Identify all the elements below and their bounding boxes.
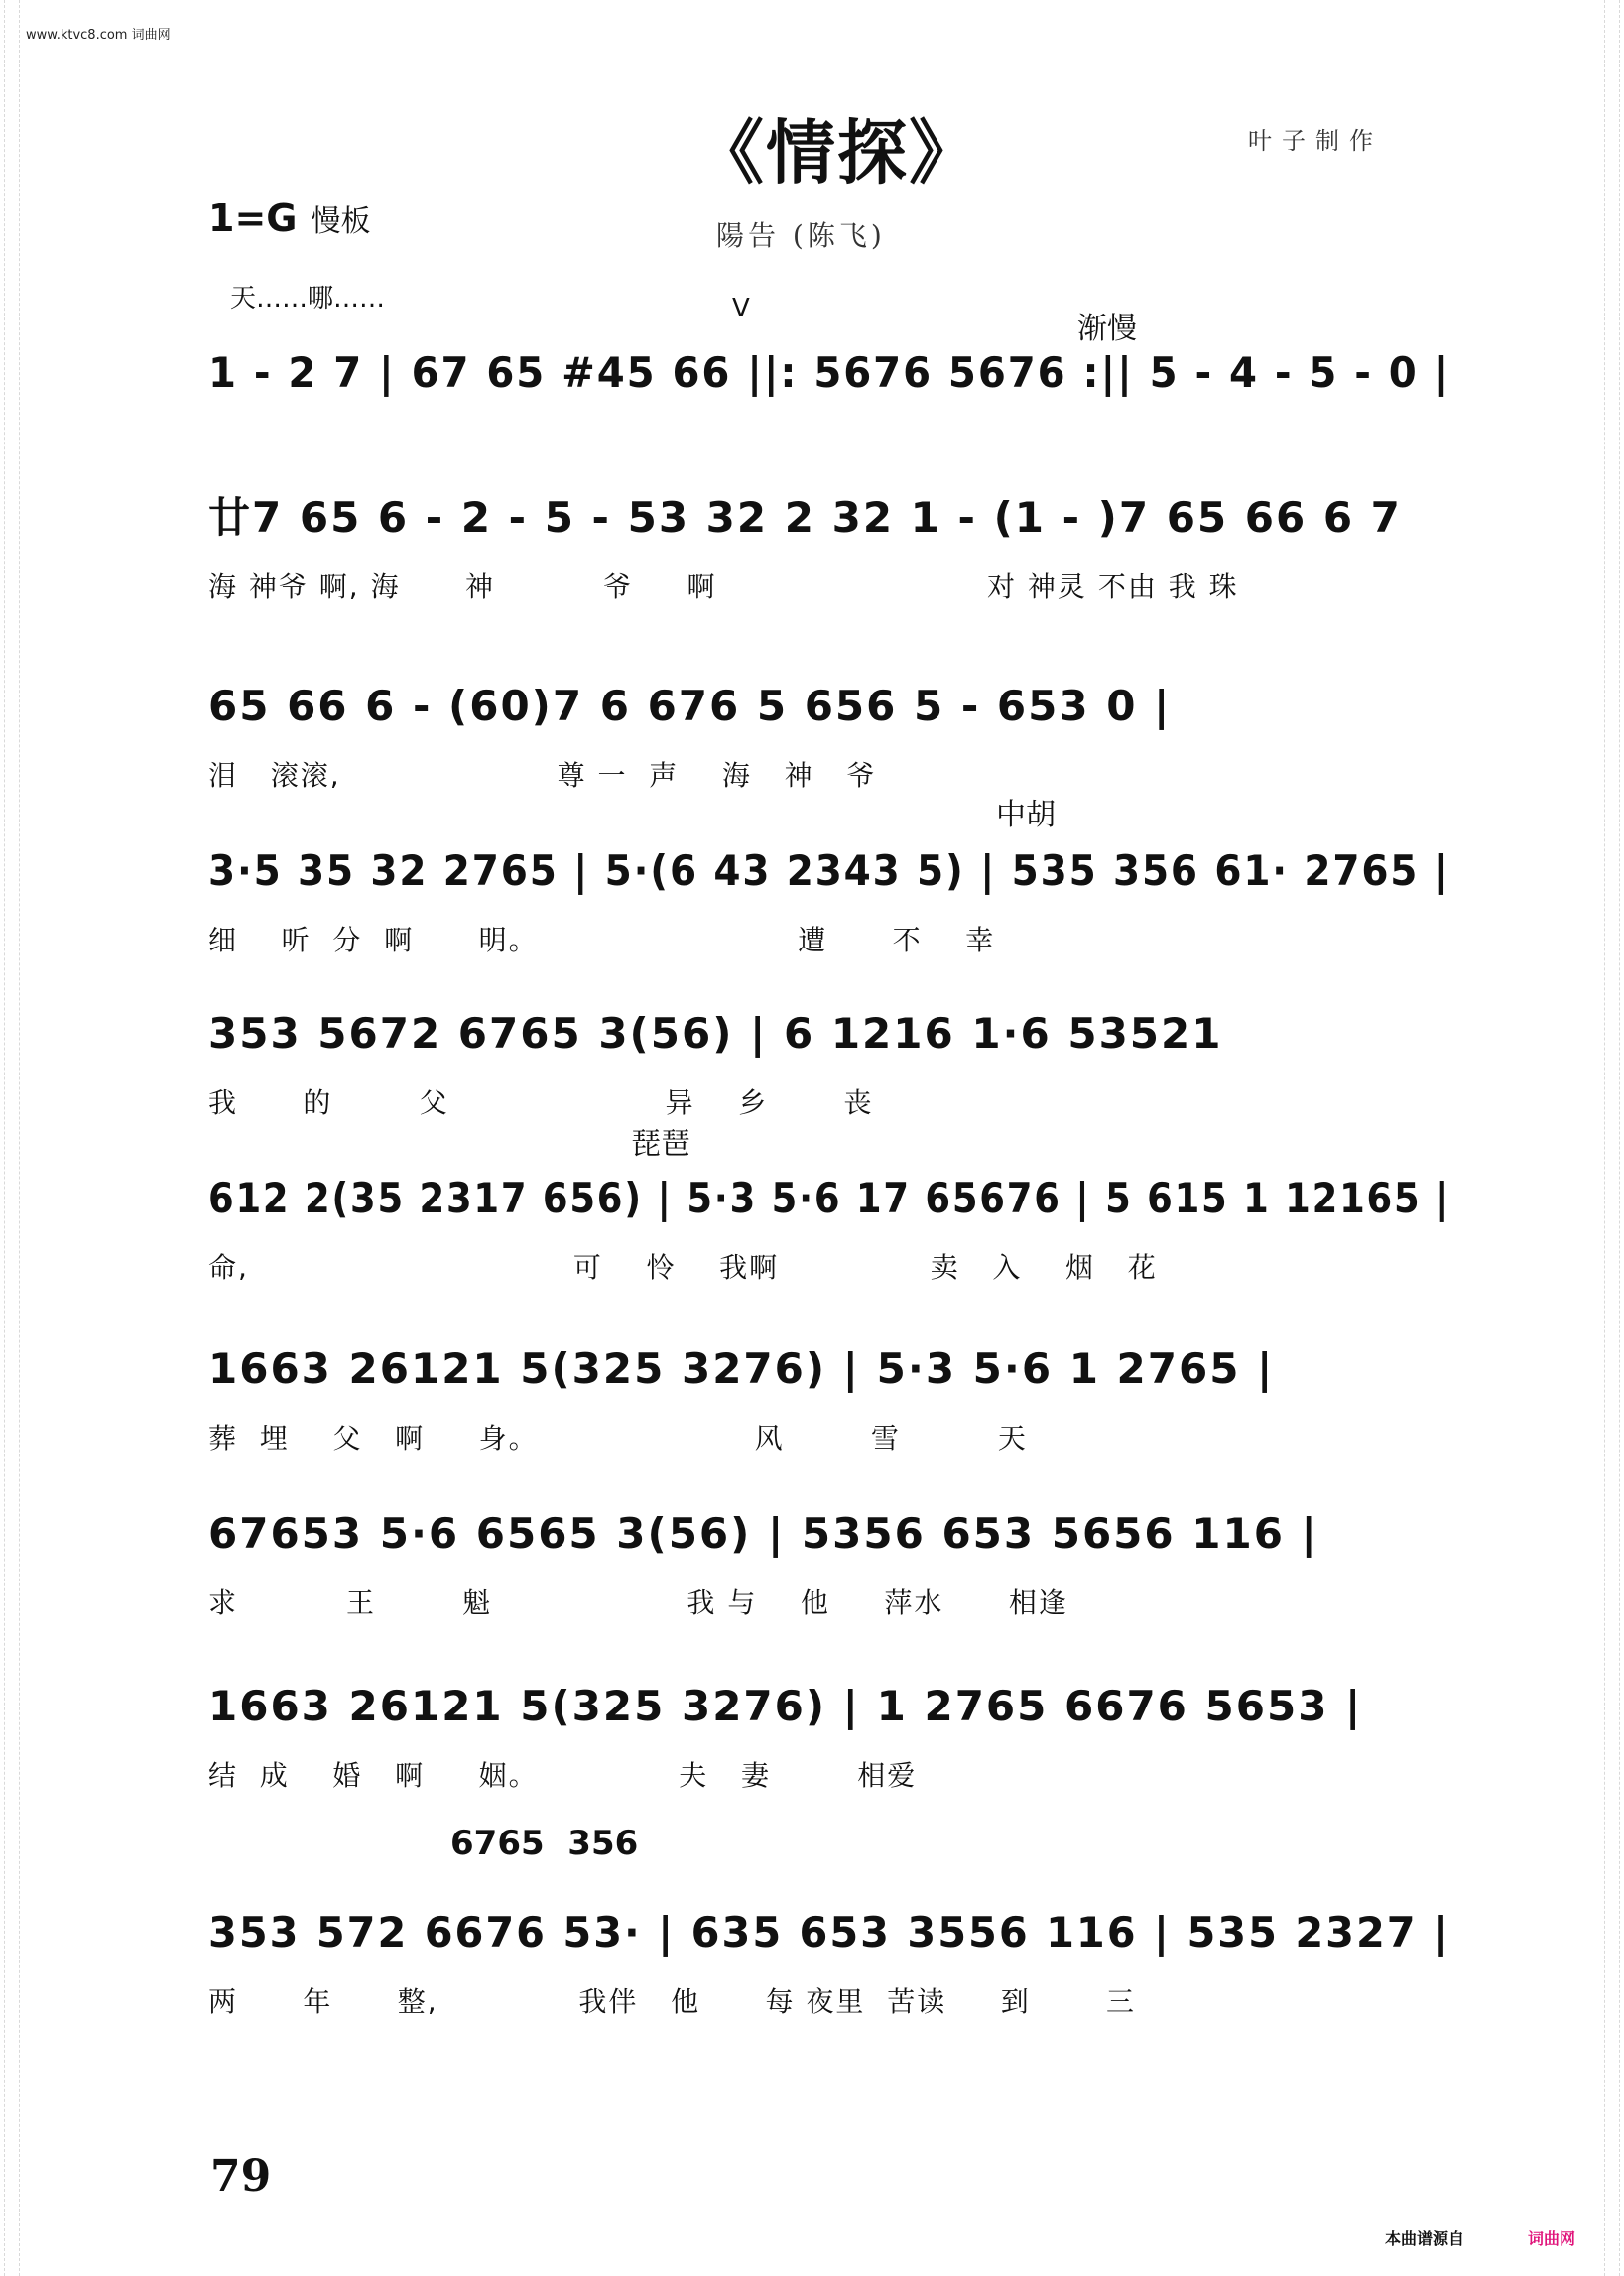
notation-row: 353 5672 6765 3(56) | 6 1216 1·6 53521 (208, 1009, 1223, 1058)
site-url[interactable]: www.ktvc8.com 词曲网 (26, 28, 171, 43)
notation-row: 67653 5·6 6565 3(56) | 5356 653 5656 116 | (208, 1509, 1318, 1558)
lyrics-row: 命, 可 怜 我啊 卖 入 烟 花 (208, 1251, 1158, 1284)
score-line-8 (208, 1504, 1450, 1653)
lyrics-row: 泪 滚滚, 尊 一 声 海 神 爷 (208, 759, 877, 792)
grace-notes-annotation: 6765 356 (450, 1824, 639, 1863)
right-watermark-strip (1604, 0, 1620, 2276)
lyrics-row: 细 听 分 啊 明。 遭 不 幸 (208, 924, 996, 956)
score-line-4 (208, 841, 1450, 990)
key-value: 1=G (208, 196, 298, 240)
notation-row: 1 - 2 7 | 67 65 #45 66 ||: 5676 5676 :|| 5 - 4 - 5 - 0 | (208, 348, 1451, 397)
score-line-9 (208, 1677, 1450, 1826)
maker-credit: 叶子制作 (1248, 127, 1383, 155)
intro-lyric: 天……哪…… (230, 284, 386, 314)
lyrics-row: 海 神爷 啊, 海 神 爷 啊 对 神灵 不由 我 珠 (208, 570, 1239, 603)
score-line-1 (208, 343, 1450, 492)
notation-row: 353 572 6676 53· | 635 653 3556 116 | 535 2327 | (208, 1908, 1451, 1957)
score-line-2 (208, 488, 1450, 637)
pipa-marking: 琵琶 (631, 1127, 690, 1162)
slowing-marking: 渐慢 (1077, 312, 1137, 346)
footer-source-label: 本曲谱源自 (1385, 2229, 1465, 2248)
notation-row: 廿7 65 6 - 2 - 5 - 53 32 2 32 1 - (1 - )7 65 66 6 7 (208, 493, 1402, 542)
lyrics-row: 结 成 婚 啊 姻。 夫 妻 相爱 (208, 1759, 918, 1792)
notation-row: 1663 26121 5(325 3276) | 1 2765 6676 5653 | (208, 1682, 1363, 1730)
lyrics-row: 葬 埋 父 啊 身。 风 雪 天 (208, 1422, 1028, 1454)
song-title: 《情探》 (694, 111, 980, 193)
notation-row: 3·5 35 32 2765 | 5·(6 43 2343 5) | 535 356 61· 2765 | (208, 846, 1450, 895)
breath-mark: V (732, 294, 750, 323)
score-line-3 (208, 677, 1450, 825)
score-line-5 (208, 1004, 1450, 1153)
lyrics-row: 我 的 父 异 乡 丧 (208, 1086, 874, 1119)
score-line-6 (208, 1169, 1450, 1318)
zhonghu-marking: 中胡 (996, 798, 1056, 832)
lyrics-row: 两 年 整, 我伴 他 每 夜里 苦读 到 三 (208, 1985, 1137, 2018)
footer-brand-link[interactable]: 词曲网 (1528, 2229, 1576, 2248)
score-line-10 (208, 1903, 1450, 2052)
lyrics-row: 求 王 魁 我 与 他 萍水 相逢 (208, 1586, 1068, 1619)
left-watermark-strip (4, 0, 20, 2276)
notation-row: 1663 26121 5(325 3276) | 5·3 5·6 1 2765 | (208, 1344, 1275, 1393)
score-line-7 (208, 1339, 1450, 1488)
page-number: 79 (210, 2151, 272, 2202)
key-signature (208, 196, 370, 240)
tempo-marking: 慢板 (311, 204, 371, 239)
notation-row: 612 2(35 2317 656) | 5·3 5·6 17 65676 | 5 615 1 12165 | (208, 1174, 1451, 1222)
notation-row: 65 66 6 - (60)7 6 676 5 656 5 - 653 0 | (208, 682, 1172, 730)
subtitle: 陽告 (陈飞) (716, 219, 886, 252)
